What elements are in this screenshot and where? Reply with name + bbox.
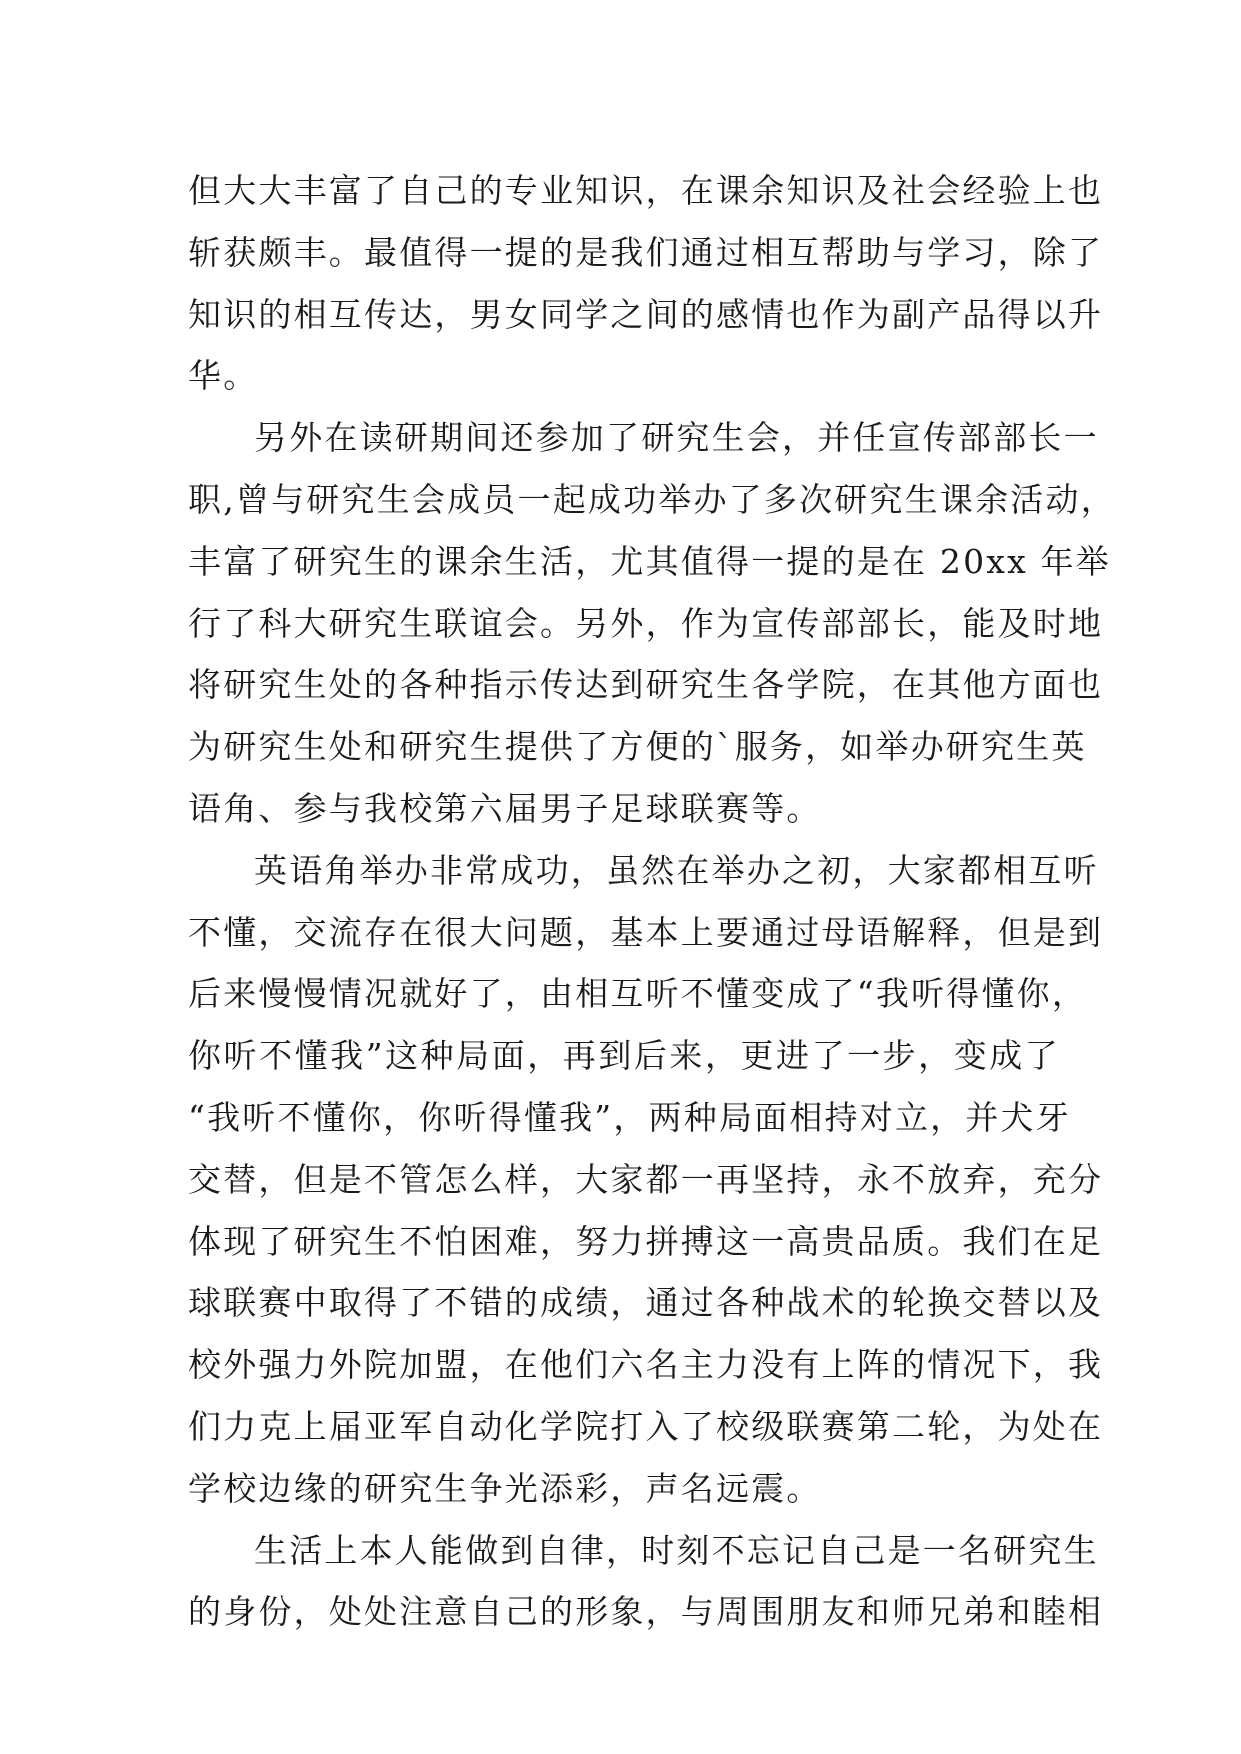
text-line: 生活上本人能做到自律，时刻不忘记自己是一名研究生 <box>254 1530 1099 1570</box>
text-line: 语角、参与我校第六届男子足球联赛等。 <box>188 788 822 828</box>
text-line: 不懂，交流存在很大问题，基本上要通过母语解释，但是到 <box>188 912 1104 952</box>
text-line: 球联赛中取得了不错的成绩，通过各种战术的轮换交替以及 <box>188 1283 1104 1323</box>
text-line: 行了科大研究生联谊会。另外，作为宣传部部长，能及时地 <box>188 603 1104 643</box>
document-body <box>188 160 1116 1643</box>
text-line: 将研究生处的各种指示传达到研究生各学院，在其他方面也 <box>188 665 1104 705</box>
paragraph-3 <box>188 840 1104 1520</box>
text-line: 们力克上届亚军自动化学院打入了校级联赛第二轮，为处在 <box>188 1406 1104 1446</box>
text-line: 为研究生处和研究生提供了方便的`服务，如举办研究生英 <box>188 727 1087 767</box>
text-line: 斩获颇丰。最值得一提的是我们通过相互帮助与学习，除了 <box>188 232 1104 272</box>
text-line: 你听不懂我”这种局面，再到后来，更进了一步，变成了 <box>188 1036 1060 1076</box>
text-line: “我听不懂你，你听得懂我”，两种局面相持对立，并犬牙 <box>188 1097 1071 1137</box>
text-line: 英语角举办非常成功，虽然在举办之初，大家都相互听 <box>254 850 1099 890</box>
paragraph-2 <box>188 407 1116 840</box>
text-line: 华。 <box>188 356 259 396</box>
text-line: 知识的相互传达，男女同学之间的感情也作为副产品得以升 <box>188 294 1104 334</box>
text-line: 的身份，处处注意自己的形象，与周围朋友和师兄弟和睦相 <box>188 1592 1104 1632</box>
text-line: 但大大丰富了自己的专业知识，在课余知识及社会经验上也 <box>188 171 1104 210</box>
text-line: 学校边缘的研究生争光添彩，声名远震。 <box>188 1468 822 1508</box>
text-line: 交替，但是不管怎么样，大家都一再坚持，永不放弃，充分 <box>188 1159 1104 1199</box>
text-line: 职,曾与研究生会成员一起成功举办了多次研究生课余活动， <box>188 479 1116 519</box>
paragraph-1 <box>188 160 1104 407</box>
paragraph-4 <box>188 1520 1104 1644</box>
text-line: 另外在读研期间还参加了研究生会，并任宣传部部长一 <box>254 418 1099 458</box>
text-line: 校外强力外院加盟，在他们六名主力没有上阵的情况下，我 <box>188 1345 1104 1385</box>
text-line: 体现了研究生不怕困难，努力拼搏这一高贵品质。我们在足 <box>188 1221 1104 1261</box>
text-line: 后来慢慢情况就好了，由相互听不懂变成了“我听得懂你， <box>188 974 1088 1014</box>
text-line: 丰富了研究生的课余生活，尤其值得一提的是在 20xx 年举 <box>188 541 1111 581</box>
